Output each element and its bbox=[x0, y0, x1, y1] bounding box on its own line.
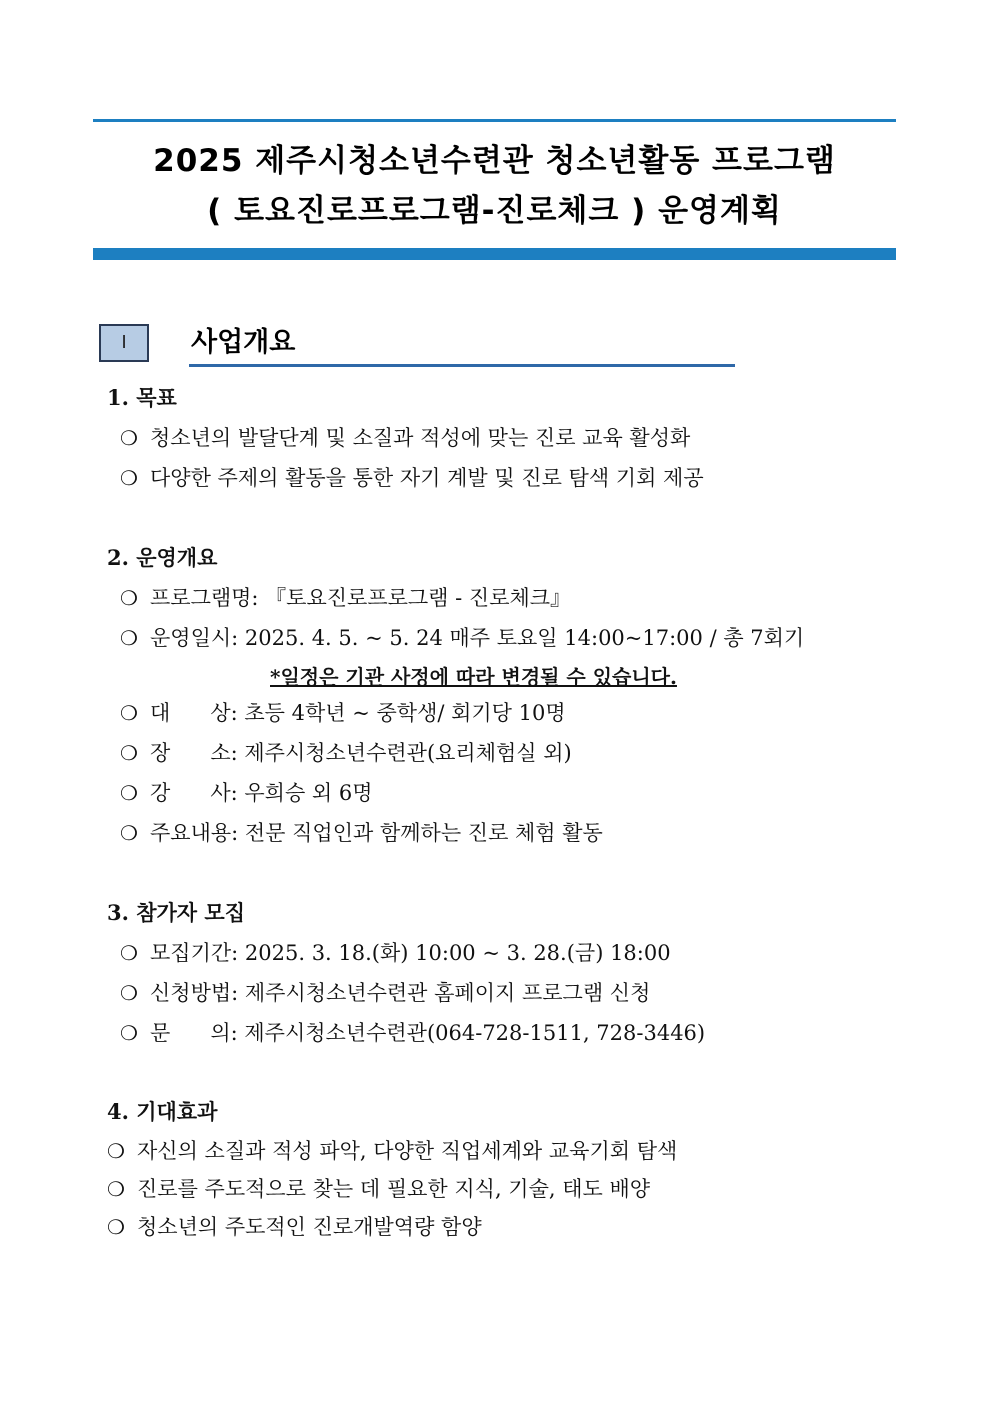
section-title: 사업개요 bbox=[191, 327, 296, 358]
title-top-rule bbox=[93, 119, 896, 122]
recruit-method: ❍ 신청방법: 제주시청소년수련관 홈페이지 프로그램 신청 bbox=[120, 981, 651, 1005]
overview-place: ❍ 장 소: 제주시청소년수련관(요리체험실 외) bbox=[120, 741, 572, 765]
overview-content: ❍ 주요내용: 전문 직업인과 함께하는 진로 체험 활동 bbox=[120, 821, 603, 845]
bullet-circle-icon: ❍ bbox=[107, 1177, 125, 1201]
bullet-circle-icon: ❍ bbox=[120, 426, 138, 450]
bullet-circle-icon: ❍ bbox=[120, 466, 138, 490]
overview-heading: 2. 운영개요 bbox=[107, 545, 218, 570]
title-line-2: ( 토요진로프로그램-진로체크 ) 운영계획 bbox=[207, 193, 782, 229]
bullet-circle-icon: ❍ bbox=[120, 941, 138, 965]
bullet-circle-icon: ❍ bbox=[120, 821, 138, 845]
section-number-box: Ⅰ bbox=[99, 324, 149, 362]
goal-item: ❍ 다양한 주제의 활동을 통한 자기 계발 및 진로 탐색 기회 제공 bbox=[120, 466, 704, 490]
schedule-change-note: *일정은 기관 사정에 따라 변경될 수 있습니다. bbox=[270, 665, 677, 689]
goal-item: ❍ 청소년의 발달단계 및 소질과 적성에 맞는 진로 교육 활성화 bbox=[120, 426, 691, 450]
bullet-circle-icon: ❍ bbox=[120, 981, 138, 1005]
recruit-heading: 3. 참가자 모집 bbox=[107, 900, 245, 925]
bullet-circle-icon: ❍ bbox=[120, 626, 138, 650]
bullet-circle-icon: ❍ bbox=[107, 1215, 125, 1239]
document-title-block bbox=[93, 119, 896, 260]
effects-item: ❍ 청소년의 주도적인 진로개발역량 함양 bbox=[107, 1215, 482, 1239]
effects-item: ❍ 진로를 주도적으로 찾는 데 필요한 지식, 기술, 태도 배양 bbox=[107, 1177, 651, 1201]
recruit-contact: ❍ 문 의: 제주시청소년수련관(064-728-1511, 728-3446) bbox=[120, 1021, 706, 1045]
overview-schedule: ❍ 운영일시: 2025. 4. 5. ~ 5. 24 매주 토요일 14:00~17:00 / 총 7회기 bbox=[120, 626, 805, 650]
bullet-circle-icon: ❍ bbox=[120, 741, 138, 765]
effects-heading: 4. 기대효과 bbox=[107, 1099, 218, 1124]
title-bottom-rule bbox=[93, 248, 896, 260]
overview-program: ❍ 프로그램명: 『토요진로프로그램 - 진로체크』 bbox=[120, 586, 572, 610]
section-underline bbox=[189, 364, 735, 367]
overview-instructor: ❍ 강 사: 우희승 외 6명 bbox=[120, 781, 373, 805]
bullet-circle-icon: ❍ bbox=[120, 781, 138, 805]
effects-item: ❍ 자신의 소질과 적성 파악, 다양한 직업세계와 교육기회 탐색 bbox=[107, 1139, 678, 1163]
bullet-circle-icon: ❍ bbox=[120, 701, 138, 725]
bullet-circle-icon: ❍ bbox=[120, 1021, 138, 1045]
overview-target: ❍ 대 상: 초등 4학년 ~ 중학생/ 회기당 10명 bbox=[120, 701, 566, 725]
goal-heading: 1. 목표 bbox=[107, 385, 177, 410]
section-header bbox=[99, 324, 639, 368]
recruit-period: ❍ 모집기간: 2025. 3. 18.(화) 10:00 ~ 3. 28.(금) 18:00 bbox=[120, 941, 671, 965]
bullet-circle-icon: ❍ bbox=[120, 586, 138, 610]
title-line-1: 2025 제주시청소년수련관 청소년활동 프로그램 bbox=[153, 143, 836, 179]
bullet-circle-icon: ❍ bbox=[107, 1139, 125, 1163]
